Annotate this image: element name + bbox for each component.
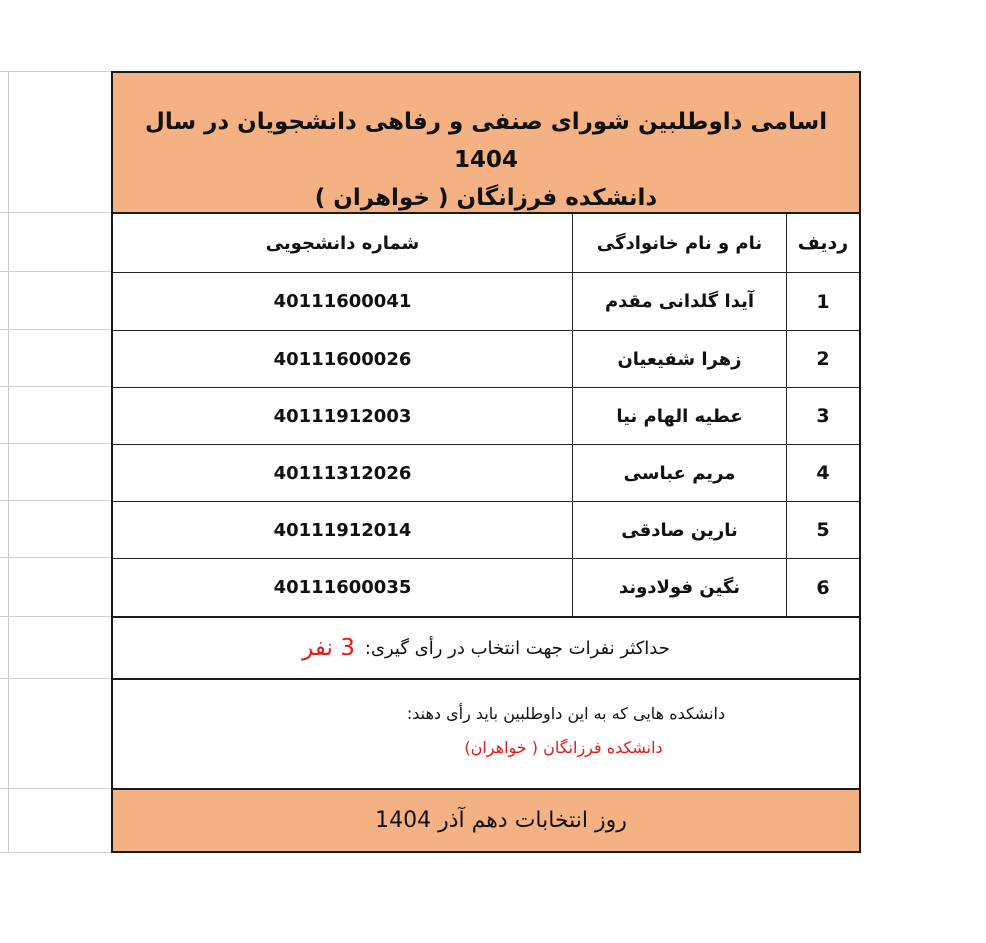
max-selection-row — [113, 618, 859, 680]
index-cell: 5 — [816, 519, 830, 541]
name-cell: نگین فولادوند — [573, 559, 787, 616]
header-index: ردیف — [797, 232, 849, 254]
max-selection-label: حداکثر نفرات جهت انتخاب در رأی گیری: — [364, 637, 670, 659]
index-cell: 1 — [816, 290, 830, 313]
grid-row-line — [0, 386, 112, 387]
spreadsheet-grid-background — [0, 71, 112, 853]
title-line-2: دانشکده فرزانگان ( خواهران ) — [314, 185, 658, 211]
grid-row-line — [0, 616, 112, 617]
student-number-cell: 40111312026 — [113, 445, 573, 501]
student-number-cell: 40111912014 — [113, 502, 573, 558]
header-full-name: نام و نام خانوادگی — [573, 214, 787, 272]
table-row — [113, 273, 859, 331]
grid-row-line — [0, 500, 112, 501]
student-number-cell: 40111600035 — [113, 559, 573, 616]
candidates-table — [111, 71, 861, 853]
title-line-1: اسامی داوطلبین شورای صنفی و رفاهی دانشجویان در سال 1404 — [144, 109, 828, 173]
table-row — [113, 445, 859, 502]
grid-row-line — [0, 329, 112, 330]
grid-row-line — [0, 678, 112, 679]
table-row — [113, 331, 859, 388]
table-row — [113, 388, 859, 445]
table-title — [113, 73, 859, 214]
name-cell: مریم عباسی — [573, 445, 787, 501]
faculties-value: دانشکده فرزانگان ( خواهران) — [464, 738, 663, 757]
grid-row-line — [0, 788, 112, 789]
grid-row-line — [0, 852, 112, 853]
faculties-row — [113, 680, 859, 790]
student-number-cell: 40111600041 — [113, 273, 573, 330]
index-cell: 4 — [816, 462, 830, 484]
grid-row-line — [0, 557, 112, 558]
name-cell: عطیه الهام نیا — [573, 388, 787, 444]
name-cell: نارین صادقی — [573, 502, 787, 558]
election-day-text: روز انتخابات دهم آذر 1404 — [375, 808, 627, 833]
name-cell: زهرا شفیعیان — [573, 331, 787, 387]
index-cell: 3 — [816, 405, 830, 427]
grid-column-line — [8, 71, 9, 853]
header-student-number: شماره دانشجویی — [113, 214, 573, 272]
name-cell: آیدا گلدانی مقدم — [573, 273, 787, 330]
index-cell: 2 — [816, 348, 830, 370]
grid-row-line — [0, 271, 112, 272]
student-number-cell: 40111912003 — [113, 388, 573, 444]
election-day-footer — [113, 790, 859, 851]
table-header-row — [113, 214, 859, 273]
max-selection-value: 3 نفر — [302, 635, 355, 661]
faculties-label: دانشکده هایی که به این داوطلبین باید رأی دهند: — [406, 704, 726, 723]
table-row — [113, 559, 859, 618]
index-cell: 6 — [816, 576, 830, 599]
grid-row-line — [0, 212, 112, 213]
grid-row-line — [0, 443, 112, 444]
table-row — [113, 502, 859, 559]
student-number-cell: 40111600026 — [113, 331, 573, 387]
grid-row-line — [0, 71, 112, 72]
